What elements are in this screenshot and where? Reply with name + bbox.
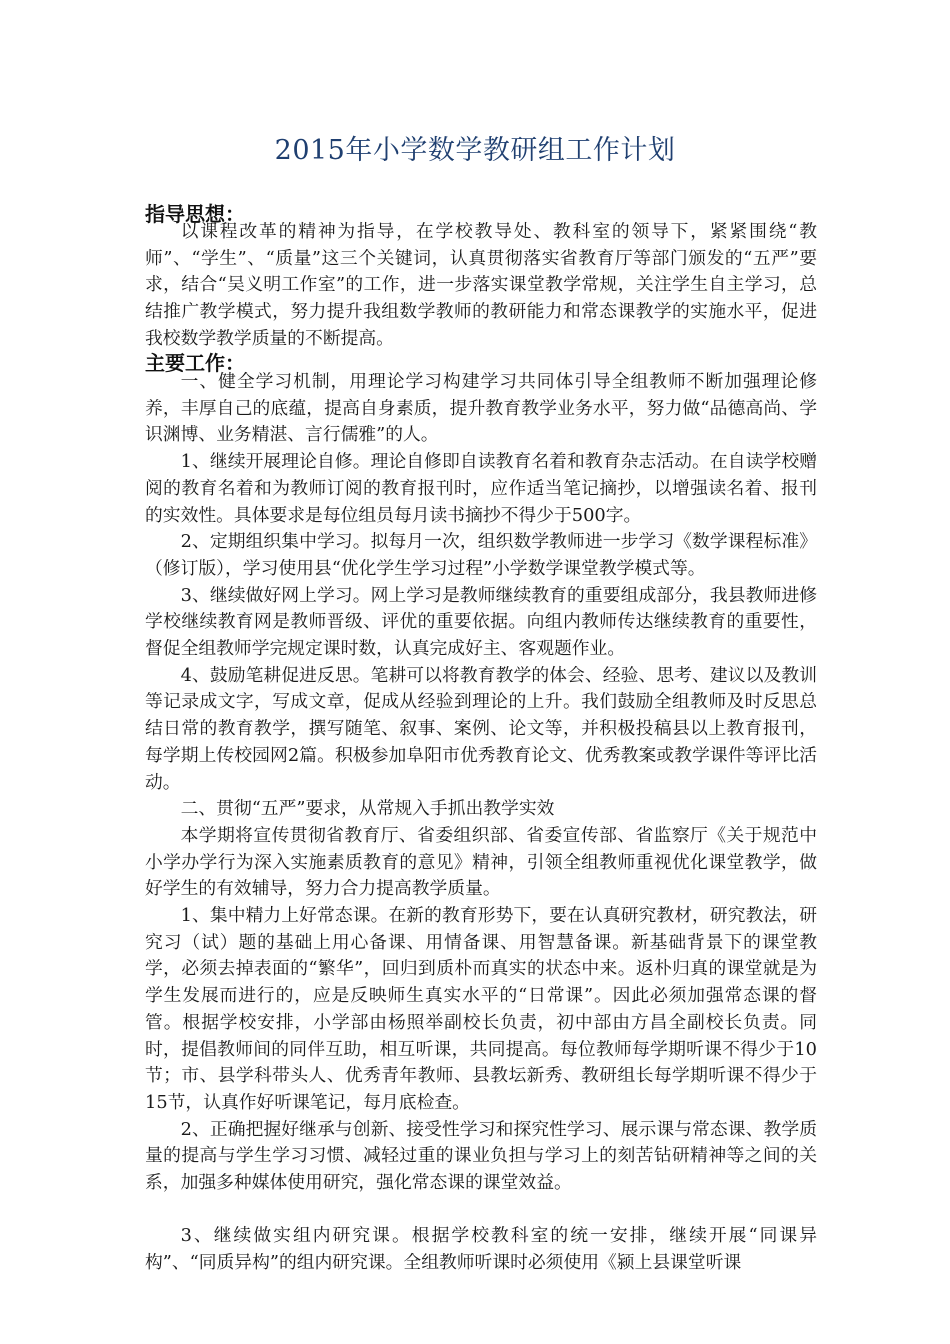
paragraph: 二、贯彻“五严”要求，从常规入手抓出教学实效	[180, 798, 555, 820]
paragraph: 3、继续做好网上学习。网上学习是教师继续教育的重要组成部分，我县教师进修学校继续教育网是教师晋级、评优的重要依据。向组内教师传达继续教育的重要性，督促全组教师学完规定课时数，认真完成好主、客观题作业。	[145, 584, 817, 660]
section-heading-guiding: 指导思想：	[145, 202, 245, 226]
paragraph: 3、继续做实组内研究课。根据学校教科室的统一安排，继续开展“同课异构”、“同质异构”的组内研究课。全组教师听课时必须使用《颍上县课堂听课	[145, 1224, 817, 1273]
paragraph: 2、正确把握好继承与创新、接受性学习和探究性学习、展示课与常态课、教学质量的提高与学生学习习惯、减轻过重的课业负担与学习上的刻苦钻研精神等之间的关系，加强多种媒体使用研究，强化常态课的课堂效益。	[145, 1118, 817, 1194]
document-title: 2015年小学数学教研组工作计划	[274, 135, 676, 166]
paragraph: 以课程改革的精神为指导，在学校教导处、教科室的领导下，紧紧围绕“教师”、“学生”、“质量”这三个关键词，认真贯彻落实省教育厅等部门颁发的“五严”要求，结合“吴义明工作室”的工作，进一步落实课堂教学常规，关注学生自主学习，总结推广教学模式，努力提升我组数学教师的教研能力和常态课教学的实施水平，促进我校数学教学质量的不断提高。	[145, 221, 817, 349]
section-heading-main: 主要工作：	[145, 351, 245, 375]
paragraph: 1、继续开展理论自修。理论自修即自读教育名着和教育杂志活动。在自读学校赠阅的教育名着和为教师订阅的教育报刊时，应作适当笔记摘抄，以增强读名着、报刊的实效性。具体要求是每位组员每月读书摘抄不得少于500字。	[145, 451, 817, 526]
section-body-guiding	[145, 219, 817, 353]
paragraph-spacer	[145, 1197, 817, 1223]
paragraph: 一、健全学习机制，用理论学习构建学习共同体引导全组教师不断加强理论修养，丰厚自己的底蕴，提高自身素质，提升教育教学业务水平，努力做“品德高尚、学识渊博、业务精湛、言行儒雅”的人。	[145, 371, 817, 446]
paragraph: 1、集中精力上好常态课。在新的教育形势下，要在认真研究教材，研究教法，研究习（试）题的基础上用心备课、用情备课、用智慧备课。新基础背景下的课堂教学，必须去掉表面的“繁华”，回归到质朴而真实的状态中来。返朴归真的课堂就是为学生发展而进行的，应是反映师生真实水平的“日常课”。因此必须加强常态课的督管。根据学校安排，小学部由杨照举副校长负责，初中部由方昌全副校长负责。同时，提倡教师间的同伴互助，相互听课，共同提高。每位教师每学期听课不得少于10节；市、县学科带头人、优秀青年教师、县教坛新秀、教研组长每学期听课不得少于15节，认真作好听课笔记，每月底检查。	[145, 905, 817, 1113]
paragraph: 4、鼓励笔耕促进反思。笔耕可以将教育教学的体会、经验、思考、建议以及教训等记录成文字，写成文章，促成从经验到理论的上升。我们鼓励全组教师及时反思总结日常的教育教学，撰写随笔、叙事、案例、论文等，并积极投稿县以上教育报刊，每学期上传校园网2篇。积极参加阜阳市优秀教育论文、优秀教案或教学课件等评比活动。	[145, 664, 817, 793]
section-body-main	[145, 369, 817, 1276]
paragraph: 2、定期组织集中学习。拟每月一次，组织数学教师进一步学习《数学课程标准》（修订版），学习使用县“优化学生学习过程”小学数学课堂教学模式等。	[145, 531, 817, 579]
paragraph: 本学期将宣传贯彻省教育厅、省委组织部、省委宣传部、省监察厅《关于规范中小学办学行为深入实施素质教育的意见》精神，引领全组教师重视优化课堂教学，做好学生的有效辅导，努力合力提高教学质量。	[145, 824, 817, 900]
